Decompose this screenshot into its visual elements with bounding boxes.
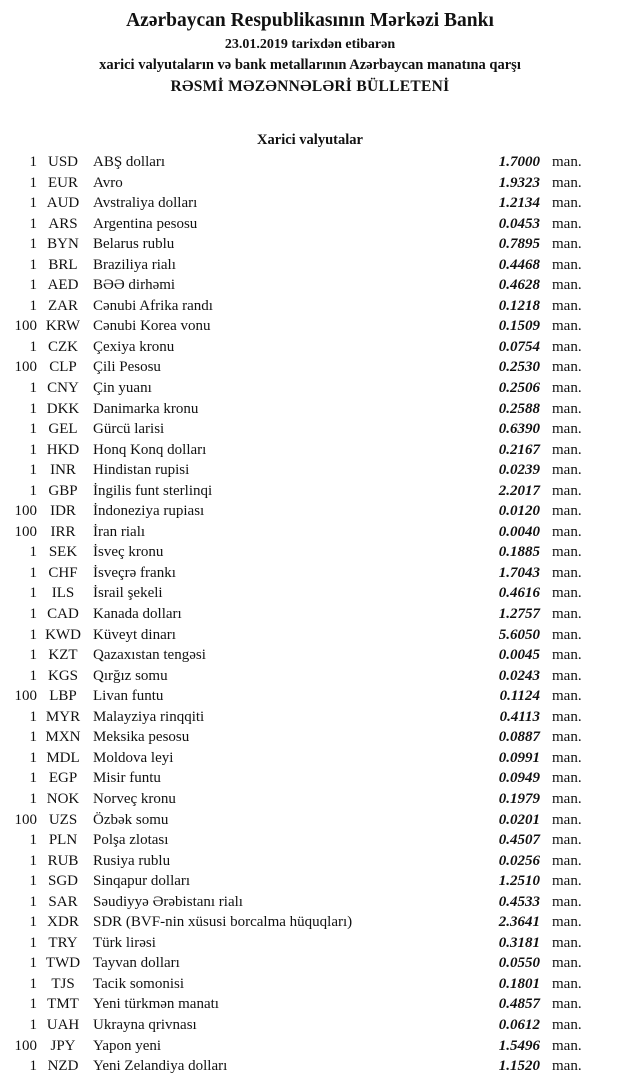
rate-value: 0.1124	[499, 688, 540, 705]
rate-quantity: 1	[29, 647, 37, 664]
rate-quantity: 100	[14, 688, 37, 705]
currency-code: GEL	[48, 421, 78, 438]
rate-value: 2.3641	[498, 914, 540, 931]
rate-row	[0, 1058, 620, 1073]
rate-unit: man.	[552, 585, 582, 602]
rate-quantity: 1	[29, 914, 37, 931]
rate-quantity: 100	[14, 318, 37, 335]
rate-value: 1.7043	[498, 564, 540, 581]
currency-code: AED	[47, 277, 79, 294]
rate-value: 0.1218	[498, 297, 540, 314]
rate-unit: man.	[552, 914, 582, 931]
rate-row	[0, 298, 620, 319]
rate-value: 1.2757	[498, 606, 540, 623]
currency-code: EUR	[48, 174, 78, 191]
rate-quantity: 1	[29, 893, 37, 910]
rate-row	[0, 462, 620, 483]
rate-value: 1.1520	[498, 1058, 540, 1073]
rates-table	[0, 154, 620, 1073]
currency-code: KGS	[47, 667, 78, 684]
rate-row	[0, 442, 620, 463]
rate-unit: man.	[552, 770, 582, 787]
rate-row	[0, 873, 620, 894]
rate-row	[0, 216, 620, 237]
rate-quantity: 1	[29, 1016, 37, 1033]
currency-code: CHF	[48, 564, 78, 581]
rate-row	[0, 524, 620, 545]
rate-unit: man.	[552, 790, 582, 807]
currency-name: Çin yuanı	[93, 380, 152, 397]
currency-name: Səudiyyə Ərəbistanı rialı	[93, 893, 243, 910]
currency-name: SDR (BVF-nin xüsusi borcalma hüquqları)	[93, 914, 353, 931]
currency-name: ABŞ dolları	[93, 154, 166, 170]
currency-name: Çili Pesosu	[93, 359, 161, 376]
rate-quantity: 1	[29, 195, 37, 212]
rate-row	[0, 996, 620, 1017]
rate-unit: man.	[552, 277, 582, 294]
rate-value: 0.0239	[498, 462, 540, 479]
rate-value: 0.0612	[498, 1016, 540, 1033]
rate-quantity: 1	[29, 708, 37, 725]
currency-name: İngilis funt sterlinqi	[93, 482, 213, 499]
currency-code: KWD	[45, 626, 81, 643]
currency-code: NZD	[47, 1058, 79, 1073]
currency-name: İsrail şekeli	[93, 585, 163, 602]
rate-quantity: 1	[29, 277, 37, 294]
section-title: Xarici valyutalar	[257, 132, 363, 148]
rate-value: 0.4507	[498, 832, 540, 849]
rate-row	[0, 175, 620, 196]
currency-name: Polşa zlotası	[93, 832, 169, 849]
currency-name: Gürcü larisi	[93, 421, 165, 438]
rate-value: 0.0754	[498, 338, 540, 355]
rate-unit: man.	[552, 955, 582, 972]
currency-name: BƏƏ dirhəmi	[93, 277, 176, 294]
currency-name: Sinqapur dolları	[93, 873, 191, 890]
rate-value: 0.0120	[498, 503, 540, 520]
currency-name: Yeni türkmən manatı	[93, 996, 219, 1013]
currency-code: TWD	[45, 955, 81, 972]
currency-code: TJS	[51, 975, 75, 992]
rate-unit: man.	[552, 256, 582, 273]
currency-code: PLN	[48, 832, 78, 849]
currency-name: Misir funtu	[93, 770, 161, 787]
currency-code: NOK	[46, 790, 80, 807]
rate-unit: man.	[552, 544, 582, 561]
currency-code: SGD	[47, 873, 78, 890]
rate-row	[0, 257, 620, 278]
rate-quantity: 1	[29, 174, 37, 191]
rate-value: 1.2134	[498, 195, 540, 212]
rate-quantity: 1	[29, 215, 37, 232]
rate-row	[0, 688, 620, 709]
rate-quantity: 1	[29, 934, 37, 951]
rate-unit: man.	[552, 667, 582, 684]
rate-row	[0, 359, 620, 380]
rate-quantity: 1	[29, 626, 37, 643]
currency-code: SAR	[48, 893, 78, 910]
rate-quantity: 100	[14, 359, 37, 376]
rate-value: 2.2017	[498, 482, 540, 499]
rate-quantity: 1	[29, 955, 37, 972]
rate-row	[0, 503, 620, 524]
rate-unit: man.	[552, 729, 582, 746]
currency-name: İsveç kronu	[93, 544, 164, 561]
rate-unit: man.	[552, 647, 582, 664]
currency-name: İndoneziya rupiası	[93, 503, 205, 520]
rate-value: 0.7895	[498, 236, 540, 253]
rate-value: 5.6050	[498, 626, 540, 643]
rate-unit: man.	[552, 421, 582, 438]
currency-name: Argentina pesosu	[93, 215, 198, 232]
currency-code: HKD	[46, 441, 80, 458]
rate-quantity: 1	[29, 1058, 37, 1073]
rate-value: 0.2530	[498, 359, 540, 376]
bulletin-header	[0, 7, 620, 98]
rate-value: 1.9323	[498, 174, 540, 191]
rate-quantity: 1	[29, 441, 37, 458]
rate-unit: man.	[552, 996, 582, 1013]
rate-value: 0.1885	[498, 544, 540, 561]
rate-row	[0, 606, 620, 627]
rate-quantity: 1	[29, 421, 37, 438]
rate-quantity: 1	[29, 297, 37, 314]
rate-value: 0.0949	[498, 770, 540, 787]
rate-row	[0, 544, 620, 565]
rate-quantity: 1	[29, 462, 37, 479]
rate-unit: man.	[552, 400, 582, 417]
rate-unit: man.	[552, 174, 582, 191]
currency-name: Livan funtu	[93, 688, 164, 705]
rate-row	[0, 401, 620, 422]
rate-quantity: 1	[29, 852, 37, 869]
currency-name: Qazaxıstan tengəsi	[93, 647, 206, 664]
rate-value: 0.0256	[498, 852, 540, 869]
rate-quantity: 100	[14, 1037, 37, 1054]
currency-name: Danimarka kronu	[93, 400, 199, 417]
currency-code: MDL	[46, 749, 80, 766]
rate-unit: man.	[552, 832, 582, 849]
rate-unit: man.	[552, 564, 582, 581]
rate-row	[0, 812, 620, 833]
rate-unit: man.	[552, 893, 582, 910]
currency-code: XDR	[47, 914, 79, 931]
currency-name: Meksika pesosu	[93, 729, 190, 746]
currency-code: GBP	[48, 482, 78, 499]
rate-value: 0.4857	[498, 996, 540, 1013]
rate-row	[0, 668, 620, 689]
rate-value: 0.0243	[498, 667, 540, 684]
rate-unit: man.	[552, 236, 582, 253]
currency-code: SEK	[48, 544, 78, 561]
currency-code: CLP	[49, 359, 77, 376]
currency-name: Küveyt dinarı	[93, 626, 176, 643]
currency-name: Hindistan rupisi	[93, 462, 190, 479]
rate-quantity: 1	[29, 667, 37, 684]
rate-quantity: 1	[29, 749, 37, 766]
currency-code: UZS	[48, 811, 78, 828]
currency-code: ZAR	[48, 297, 78, 314]
currency-name: Cənubi Afrika randı	[93, 297, 213, 314]
rate-quantity: 1	[29, 770, 37, 787]
rate-value: 1.7000	[498, 154, 540, 170]
rate-quantity: 1	[29, 975, 37, 992]
rate-quantity: 1	[29, 832, 37, 849]
rate-unit: man.	[552, 503, 582, 520]
rate-value: 0.0453	[498, 215, 540, 232]
rate-value: 0.4628	[498, 277, 540, 294]
rate-unit: man.	[552, 441, 582, 458]
rate-unit: man.	[552, 975, 582, 992]
rate-quantity: 1	[29, 996, 37, 1013]
rate-quantity: 1	[29, 338, 37, 355]
effective-date-line: 23.01.2019 tarixdən etibarən	[224, 37, 396, 52]
rate-value: 0.0201	[498, 811, 540, 828]
rate-unit: man.	[552, 873, 582, 890]
rate-row	[0, 935, 620, 956]
rate-unit: man.	[552, 297, 582, 314]
currency-name: Belarus rublu	[93, 236, 175, 253]
rate-value: 0.0550	[498, 955, 540, 972]
rate-quantity: 1	[29, 380, 37, 397]
rate-row	[0, 976, 620, 997]
rate-quantity: 100	[14, 503, 37, 520]
rate-quantity: 1	[29, 585, 37, 602]
rate-unit: man.	[552, 688, 582, 705]
rate-unit: man.	[552, 215, 582, 232]
rate-value: 0.0991	[498, 749, 540, 766]
rate-unit: man.	[552, 626, 582, 643]
currency-name: Malayziya rinqqiti	[93, 708, 205, 725]
rate-value: 0.2167	[498, 441, 540, 458]
rate-row	[0, 483, 620, 504]
rate-value: 0.1801	[498, 975, 540, 992]
rate-value: 1.2510	[498, 873, 540, 890]
rate-unit: man.	[552, 749, 582, 766]
rate-quantity: 1	[29, 482, 37, 499]
currency-name: Çexiya kronu	[93, 338, 175, 355]
rate-row	[0, 565, 620, 586]
rate-row	[0, 709, 620, 730]
currency-name: Cənubi Korea vonu	[93, 318, 211, 335]
currency-code: TRY	[48, 934, 78, 951]
rate-unit: man.	[552, 934, 582, 951]
rate-value: 0.2588	[498, 400, 540, 417]
currency-code: IDR	[50, 503, 76, 520]
currency-name: İran rialı	[93, 523, 146, 540]
currency-name: İsveçrə frankı	[93, 564, 176, 581]
rate-value: 0.2506	[498, 380, 540, 397]
rate-value: 0.4533	[498, 893, 540, 910]
bulletin-title: RƏSMİ MƏZƏNNƏLƏRİ BÜLLETENİ	[170, 78, 450, 95]
currency-code: DKK	[46, 400, 80, 417]
rate-unit: man.	[552, 1058, 582, 1073]
rate-quantity: 1	[29, 544, 37, 561]
currency-name: Honq Konq dolları	[93, 441, 207, 458]
currency-name: Ukrayna qrivnası	[93, 1016, 197, 1033]
rate-quantity: 1	[29, 729, 37, 746]
currency-code: IRR	[50, 523, 76, 540]
subtitle-line: xarici valyutaların və bank metallarının Azərbaycan manatına qarşı	[99, 57, 521, 73]
rate-value: 0.4468	[498, 256, 540, 273]
rate-value: 0.1509	[498, 318, 540, 335]
rate-quantity: 1	[29, 606, 37, 623]
rate-value: 0.0045	[498, 647, 540, 664]
rate-row	[0, 853, 620, 874]
rate-unit: man.	[552, 1016, 582, 1033]
rate-row	[0, 1017, 620, 1038]
rate-value: 0.0040	[498, 523, 540, 540]
bank-title: Azərbaycan Respublikasının Mərkəzi Bankı	[126, 10, 494, 31]
rate-row	[0, 318, 620, 339]
rate-row	[0, 236, 620, 257]
currency-code: LBP	[49, 688, 77, 705]
rate-value: 0.6390	[498, 421, 540, 438]
currency-code: JPY	[50, 1037, 76, 1054]
rate-row	[0, 914, 620, 935]
rate-unit: man.	[552, 852, 582, 869]
rate-row	[0, 277, 620, 298]
rate-quantity: 1	[29, 256, 37, 273]
currency-code: KRW	[45, 318, 81, 335]
rate-unit: man.	[552, 811, 582, 828]
rate-row	[0, 729, 620, 750]
rate-row	[0, 647, 620, 668]
rate-unit: man.	[552, 318, 582, 335]
rate-unit: man.	[552, 195, 582, 212]
currency-name: Norveç kronu	[93, 790, 176, 807]
rate-unit: man.	[552, 482, 582, 499]
currency-code: BRL	[48, 256, 78, 273]
rate-unit: man.	[552, 338, 582, 355]
currency-name: Yeni Zelandiya dolları	[93, 1058, 228, 1073]
rate-value: 0.1979	[498, 790, 540, 807]
rate-row	[0, 750, 620, 771]
currency-code: EGP	[48, 770, 78, 787]
rate-quantity: 1	[29, 154, 37, 170]
currency-code: MYR	[45, 708, 81, 725]
currency-code: KZT	[48, 647, 78, 664]
rate-unit: man.	[552, 359, 582, 376]
currency-name: Avro	[93, 174, 123, 191]
rate-quantity: 100	[14, 523, 37, 540]
rate-row	[0, 339, 620, 360]
rate-row	[0, 421, 620, 442]
rate-quantity: 1	[29, 400, 37, 417]
currency-code: MXN	[45, 729, 81, 746]
rate-unit: man.	[552, 523, 582, 540]
rate-row	[0, 627, 620, 648]
currency-name: Tacik somonisi	[93, 975, 185, 992]
currency-code: ARS	[48, 215, 78, 232]
rate-unit: man.	[552, 606, 582, 623]
rate-unit: man.	[552, 462, 582, 479]
currency-name: Avstraliya dolları	[93, 195, 198, 212]
currency-code: CNY	[47, 380, 79, 397]
rate-value: 0.0887	[498, 729, 540, 746]
rate-quantity: 1	[29, 873, 37, 890]
rate-row	[0, 585, 620, 606]
currency-name: Rusiya rublu	[93, 852, 171, 869]
rate-row	[0, 1038, 620, 1059]
currency-code: TMT	[47, 996, 79, 1013]
currency-name: Braziliya rialı	[93, 256, 176, 273]
rate-row	[0, 154, 620, 175]
currency-name: Moldova leyi	[93, 749, 174, 766]
currency-name: Kanada dolları	[93, 606, 182, 623]
currency-name: Türk lirəsi	[93, 934, 156, 951]
currency-code: BYN	[47, 236, 79, 253]
currency-code: INR	[50, 462, 76, 479]
currency-name: Yapon yeni	[93, 1037, 162, 1054]
currency-code: AUD	[46, 195, 80, 212]
rate-quantity: 1	[29, 790, 37, 807]
rate-unit: man.	[552, 380, 582, 397]
rate-unit: man.	[552, 154, 582, 170]
rate-unit: man.	[552, 708, 582, 725]
currency-code: ILS	[51, 585, 75, 602]
rate-row	[0, 770, 620, 791]
rate-quantity: 1	[29, 236, 37, 253]
currency-code: CZK	[48, 338, 78, 355]
rate-row	[0, 380, 620, 401]
rate-value: 1.5496	[498, 1037, 540, 1054]
currency-name: Qırğız somu	[93, 667, 168, 684]
rate-row	[0, 195, 620, 216]
rate-value: 0.4616	[498, 585, 540, 602]
rate-unit: man.	[552, 1037, 582, 1054]
currency-code: USD	[47, 154, 78, 170]
rate-value: 0.3181	[498, 934, 540, 951]
rate-quantity: 100	[14, 811, 37, 828]
rate-row	[0, 832, 620, 853]
currency-code: CAD	[47, 606, 79, 623]
rate-quantity: 1	[29, 564, 37, 581]
currency-code: UAH	[46, 1016, 80, 1033]
currency-name: Tayvan dolları	[93, 955, 180, 972]
rate-row	[0, 894, 620, 915]
rate-value: 0.4113	[499, 708, 540, 725]
rate-row	[0, 791, 620, 812]
currency-name: Özbək somu	[93, 811, 169, 828]
rate-row	[0, 955, 620, 976]
currency-code: RUB	[47, 852, 79, 869]
